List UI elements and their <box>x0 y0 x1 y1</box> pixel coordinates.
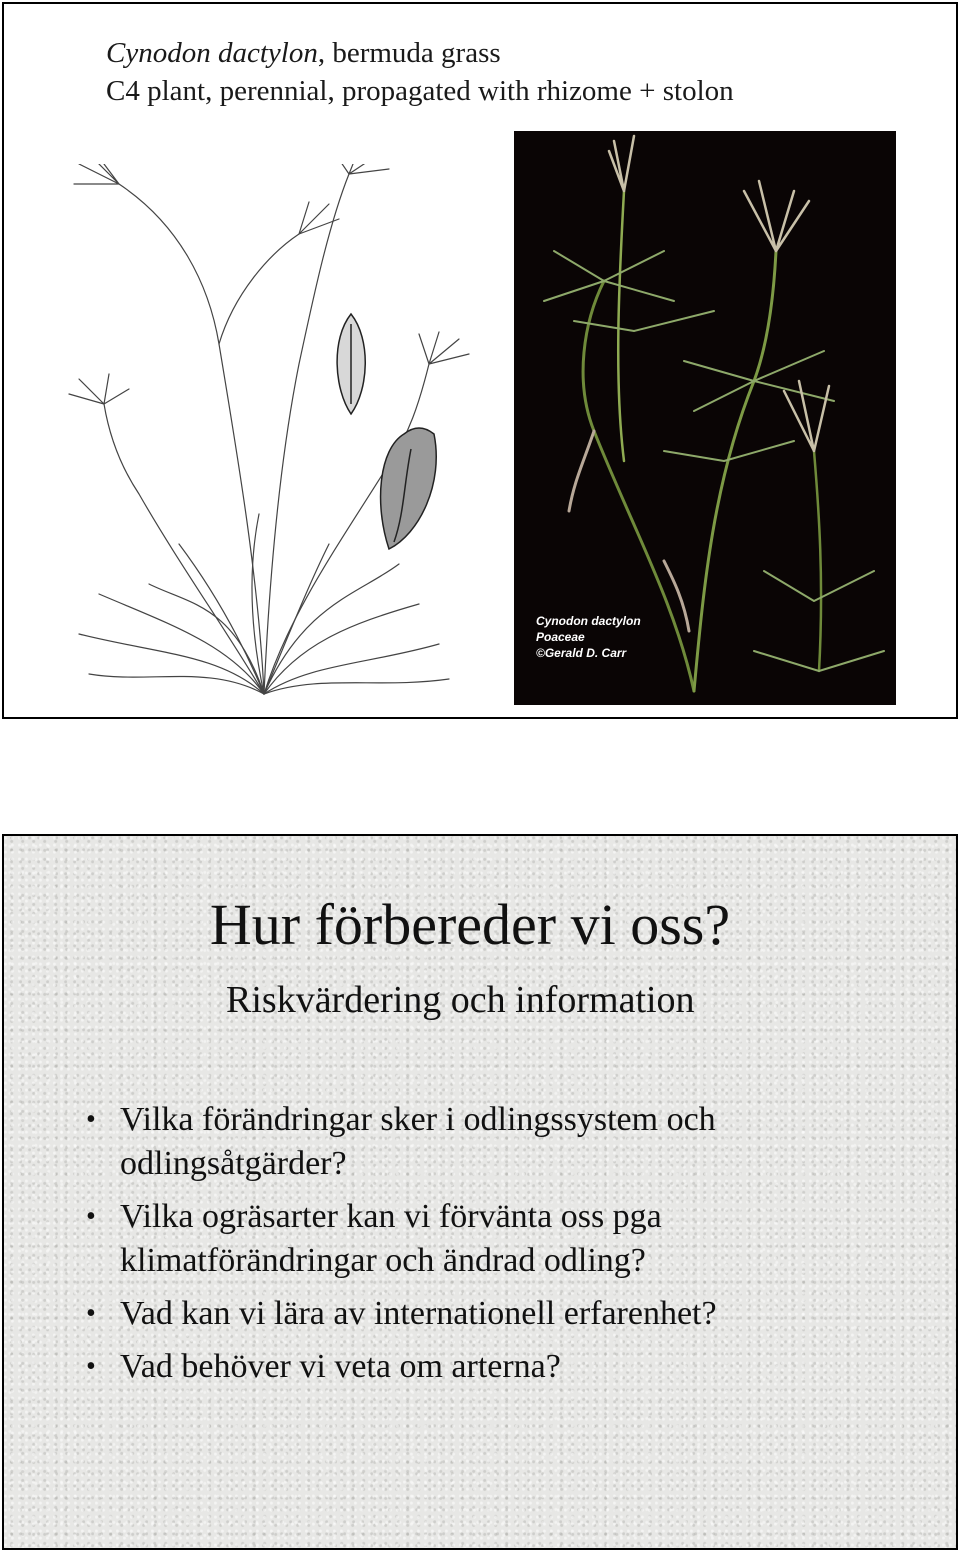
photo-credit-species: Cynodon dactylon <box>536 614 641 628</box>
bullet-list <box>84 1098 904 1398</box>
slide-title-text: Hur förbereder vi oss? <box>209 892 731 957</box>
list-item <box>84 1098 904 1186</box>
bullet-icon: • <box>86 1298 96 1329</box>
bullet-icon: • <box>86 1201 96 1232</box>
common-name: , bermuda grass <box>317 37 501 69</box>
list-item-text: Vad behöver vi veta om arterna? <box>120 1348 561 1385</box>
slide-caption <box>106 34 734 110</box>
species-name: Cynodon dactylon <box>106 37 318 69</box>
list-item <box>84 1195 904 1283</box>
photo-credit-author: ©Gerald D. Carr <box>536 646 627 660</box>
slide-title <box>4 890 956 960</box>
plant-description: C4 plant, perennial, propagated with rhizome + stolon <box>106 75 734 107</box>
slide-preparation <box>2 834 958 1550</box>
photo-credit-family: Poaceae <box>536 630 585 644</box>
plant-photograph <box>514 131 896 705</box>
list-item <box>84 1345 904 1389</box>
list-item-text: Vad kan vi lära av internationell erfarenhet? <box>120 1295 717 1332</box>
slide-subtitle: Riskvärdering och information <box>226 979 695 1021</box>
list-item <box>84 1292 904 1336</box>
photo-credit <box>536 613 641 661</box>
slide-plant-illustration <box>2 2 958 719</box>
bullet-icon: • <box>86 1104 96 1135</box>
list-item-text: Vilka ogräsarter kan vi förvänta oss pga klimatförändringar och ändrad odling? <box>120 1198 662 1279</box>
botanical-drawing <box>59 164 489 704</box>
bullet-icon: • <box>86 1351 96 1382</box>
list-item-text: Vilka förändringar sker i odlingssystem och odlingsåtgärder? <box>120 1101 716 1182</box>
